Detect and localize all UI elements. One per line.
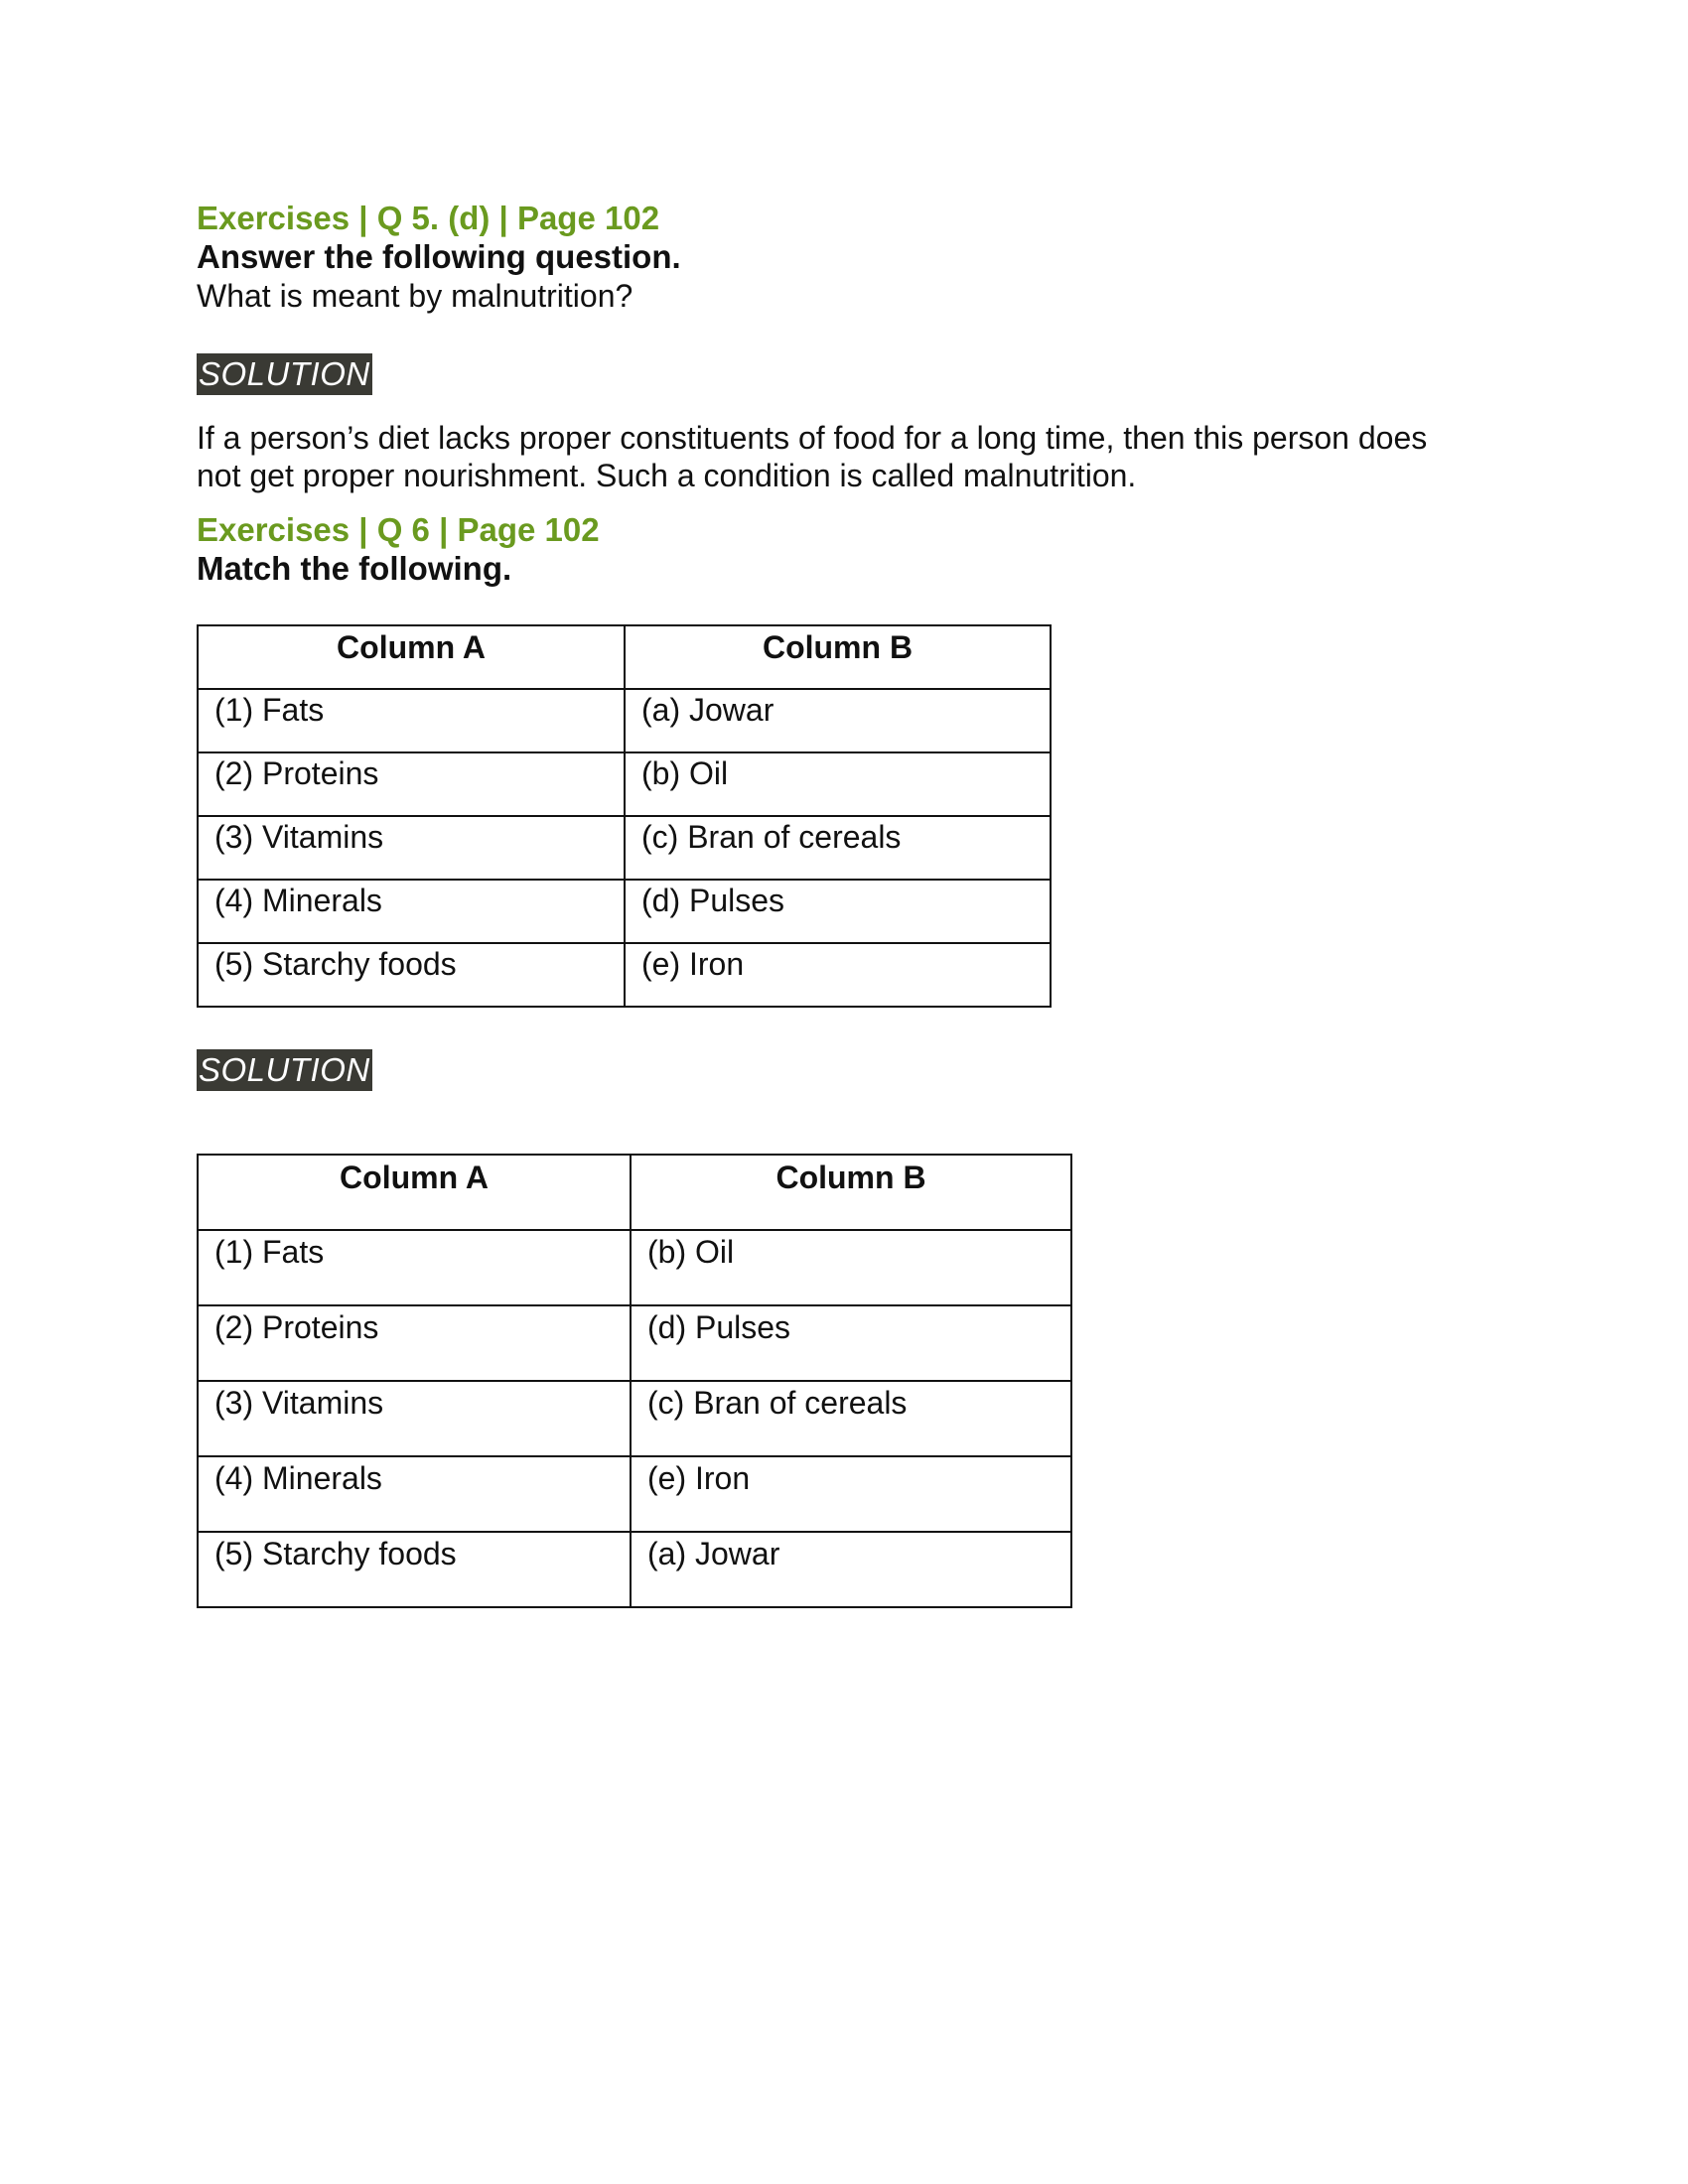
column-b-cell: (a) Jowar [625, 689, 1051, 752]
table-header-row [198, 1155, 1071, 1230]
column-b-cell: (e) Iron [625, 943, 1051, 1007]
column-a-cell: (5) Starchy foods [198, 943, 625, 1007]
column-a-cell: (4) Minerals [198, 880, 625, 943]
column-b-cell: (d) Pulses [625, 880, 1051, 943]
column-a-cell: (1) Fats [198, 1230, 631, 1305]
table-row [198, 943, 1051, 1007]
column-a-cell: (2) Proteins [198, 752, 625, 816]
column-b-cell: (c) Bran of cereals [625, 816, 1051, 880]
q6-instruction: Match the following. [197, 550, 512, 587]
column-b-cell: (e) Iron [631, 1456, 1071, 1532]
q5-question: What is meant by malnutrition? [197, 278, 633, 314]
q5-heading: Exercises | Q 5. (d) | Page 102 [197, 200, 660, 236]
q5-solution-line-1: If a person’s diet lacks proper constituents of food for a long time, then this person does [197, 420, 1428, 456]
q5-solution-badge: SOLUTION [197, 353, 372, 395]
column-b-cell: (b) Oil [631, 1230, 1071, 1305]
q5-instruction: Answer the following question. [197, 238, 681, 275]
q5-solution-line-2: not get proper nourishment. Such a condition is called malnutrition. [197, 458, 1137, 493]
column-a-cell: (3) Vitamins [198, 816, 625, 880]
table-row [198, 1305, 1071, 1381]
column-b-cell: (b) Oil [625, 752, 1051, 816]
table-header-row [198, 625, 1051, 689]
column-b-header: Column B [625, 625, 1051, 689]
q6-heading: Exercises | Q 6 | Page 102 [197, 511, 600, 548]
table-row [198, 880, 1051, 943]
table-row [198, 689, 1051, 752]
table-row [198, 1230, 1071, 1305]
table-row [198, 816, 1051, 880]
column-b-cell: (d) Pulses [631, 1305, 1071, 1381]
q6-solution-badge: SOLUTION [197, 1049, 372, 1091]
column-a-cell: (1) Fats [198, 689, 625, 752]
column-a-cell: (3) Vitamins [198, 1381, 631, 1456]
document-page [197, 199, 1487, 1608]
table-row [198, 752, 1051, 816]
column-b-cell: (c) Bran of cereals [631, 1381, 1071, 1456]
q6-answer-table [197, 1154, 1072, 1608]
column-a-cell: (5) Starchy foods [198, 1532, 631, 1607]
table-row [198, 1456, 1071, 1532]
column-a-header: Column A [198, 625, 625, 689]
column-a-cell: (4) Minerals [198, 1456, 631, 1532]
column-a-cell: (2) Proteins [198, 1305, 631, 1381]
q6-question-table [197, 624, 1052, 1008]
table-row [198, 1532, 1071, 1607]
column-b-header: Column B [631, 1155, 1071, 1230]
column-a-header: Column A [198, 1155, 631, 1230]
table-row [198, 1381, 1071, 1456]
column-b-cell: (a) Jowar [631, 1532, 1071, 1607]
